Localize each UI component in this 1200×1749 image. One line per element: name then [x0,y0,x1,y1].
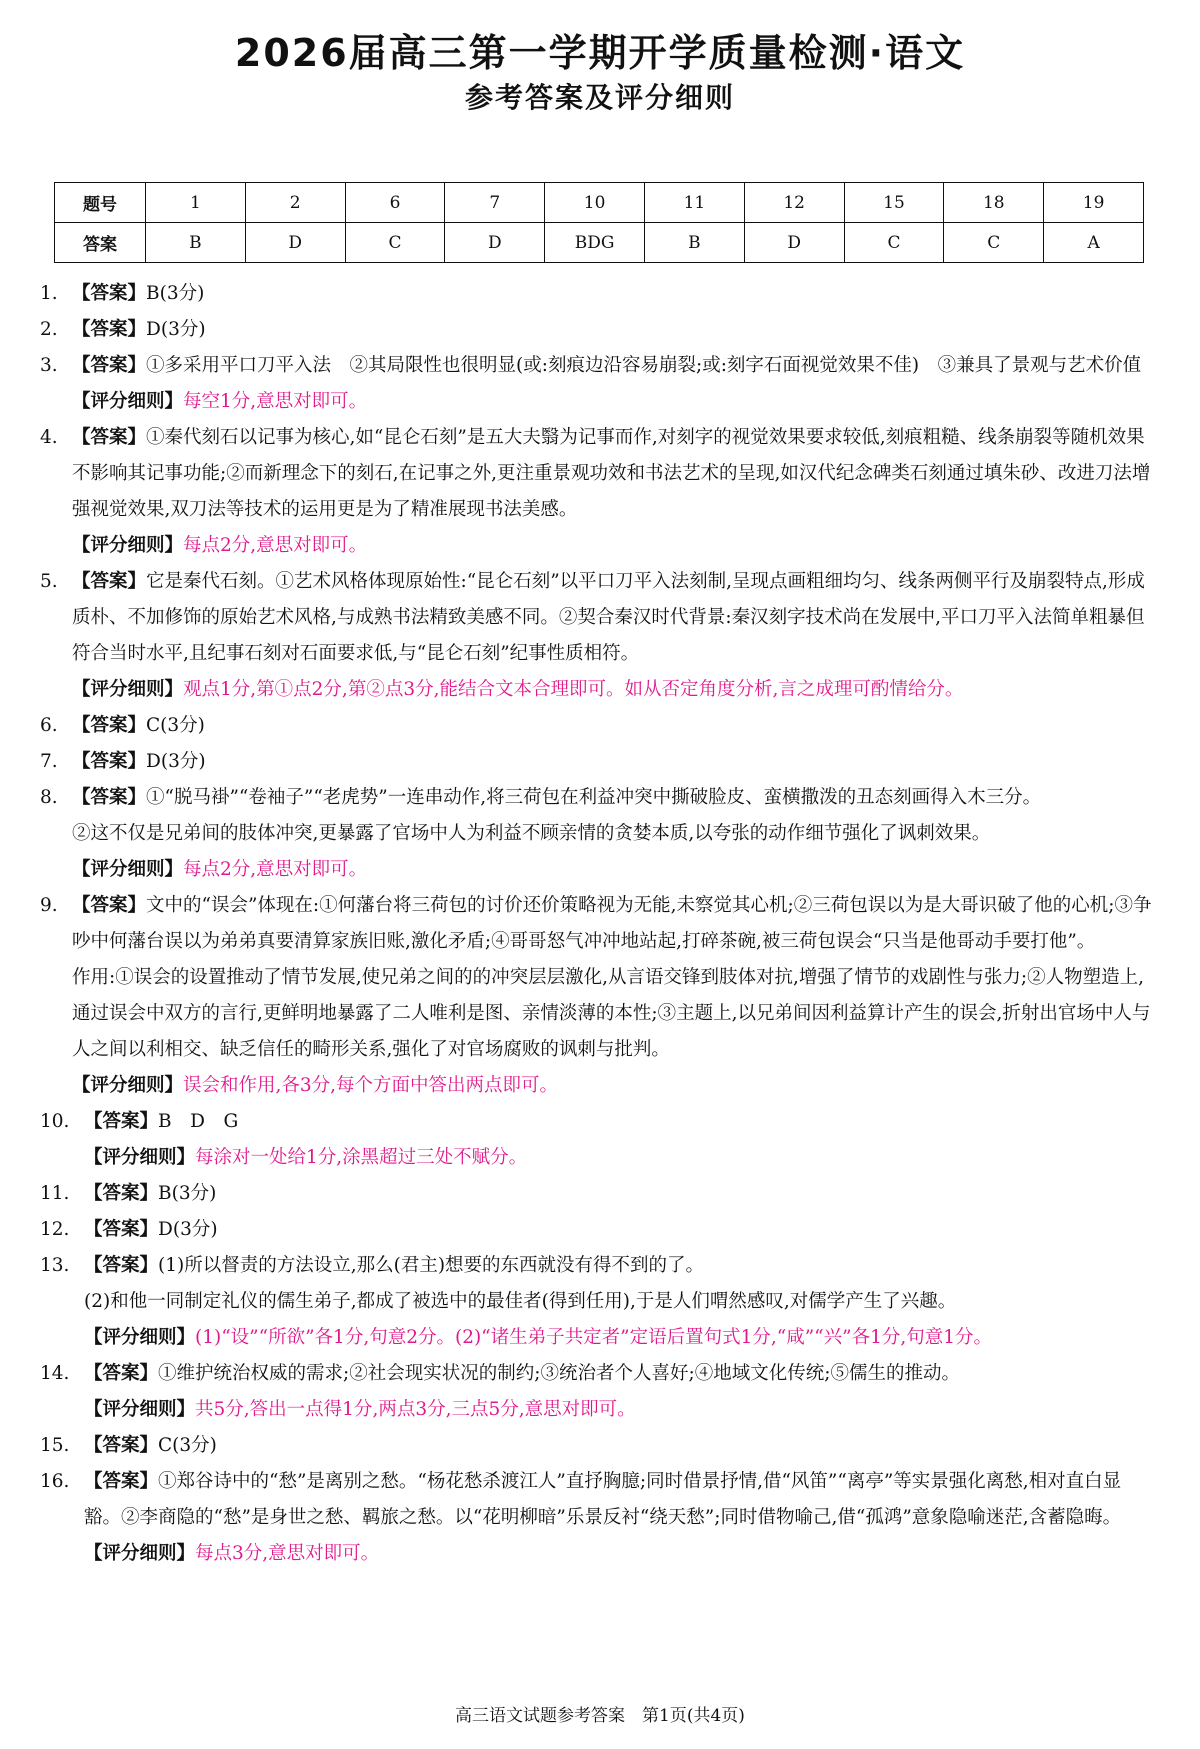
answer-item-3 [40,348,1156,384]
item-number: 6. [40,715,58,736]
question-number: 11 [644,183,744,223]
effect-paragraph-9: 作用:①误会的设置推动了情节发展,使兄弟之间的的冲突层层激化,从言语交锋到肢体对抗,增强了情节的戏剧性与张力;②人物塑造上,通过误会中双方的言行,更鲜明地暴露了二人唯利是图、亲情淡薄的本性;③主题上,以兄弟间因利益算计产生的误会,折射出官场中人与人之间以利相交、缺乏信任的畸形关系,强化了对官场腐败的讽刺与批判。 [72,967,1151,1060]
answer-cell: BDG [545,223,645,263]
answer-continuation-8: ②这不仅是兄弟间的肢体冲突,更暴露了官场中人为利益不顾亲情的贪婪本质,以夸张的动作细节强化了讽刺效果。 [72,823,991,844]
answer-label: 【答案】 [72,715,147,736]
grading-text: (1)“设”“所欲”各1分,句意2分。(2)“诸生弟子共定者”定语后置句式1分,“咸”“兴”各1分,句意1分。 [195,1327,992,1348]
answer-label: 【答案】 [84,1219,159,1240]
item-number: 11. [40,1183,70,1204]
item-number: 9. [40,895,58,916]
question-number: 18 [944,183,1044,223]
question-number: 12 [744,183,844,223]
answer-item-14 [40,1356,1156,1392]
grading-rule-14 [40,1392,1156,1428]
question-number: 6 [345,183,445,223]
answer-label: 【答案】 [84,1363,159,1384]
answer-text: C(3分) [146,715,205,736]
grading-label: 【评分细则】 [72,535,184,556]
answer-text: ①“脱马褂”“卷袖子”“老虎势”一连串动作,将三荷包在利益冲突中撕破脸皮、蛮横撒泼的丑态刻画得入木三分。 [146,787,1042,808]
answer-text: 文中的“误会”体现在:①何藩台将三荷包的讨价还价策略视为无能,未察觉其心机;②三荷包误以为是大哥识破了他的心机;③争吵中何藩台误以为弟弟真要清算家族旧账,激化矛盾;④哥哥怒气冲冲地站起,打碎茶碗,被三荷包误会“只当是他哥动手要打他”。 [72,895,1152,952]
grading-text: 观点1分,第①点2分,第②点3分,能结合文本合理即可。如从否定角度分析,言之成理可酌情给分。 [183,679,964,700]
answer-label: 【答案】 [72,571,147,592]
answer-text: ①多采用平口刀平入法 ②其局限性也很明显(或:刻痕边沿容易崩裂;或:刻字石面视觉效果不佳) ③兼具了景观与艺术价值 [146,355,1142,376]
answer-text: B D G [158,1111,239,1132]
grading-rule-16 [40,1536,1156,1572]
answer-item-16 [40,1464,1156,1536]
grading-label: 【评分细则】 [84,1543,196,1564]
grading-rule-8 [40,852,1156,888]
answer-label: 【答案】 [72,283,147,304]
grading-label: 【评分细则】 [72,1075,184,1096]
answer-cell: A [1044,223,1144,263]
answer-item-10 [40,1104,1156,1140]
grading-label: 【评分细则】 [84,1399,196,1420]
grading-text: 每点2分,意思对即可。 [183,859,368,880]
answer-item-5 [40,564,1156,672]
answer-cell: D [245,223,345,263]
item-number: 7. [40,751,58,772]
answer-item-9 [40,888,1156,960]
grading-text: 每点2分,意思对即可。 [183,535,368,556]
answer-label: 【答案】 [72,355,147,376]
answer-item-7 [40,744,1156,780]
question-number: 10 [545,183,645,223]
answer-cell: D [445,223,545,263]
grading-label: 【评分细则】 [84,1147,196,1168]
item-number: 3. [40,355,58,376]
question-number: 7 [445,183,545,223]
grading-text: 每点3分,意思对即可。 [195,1543,380,1564]
grading-rule-9 [40,1068,1156,1104]
answer-cell: C [844,223,944,263]
answer-cell: B [644,223,744,263]
answer-item-13 [40,1248,1156,1284]
grading-rule-4 [40,528,1156,564]
grading-label: 【评分细则】 [84,1327,196,1348]
answer-label: 【答案】 [72,787,147,808]
item-number: 10. [40,1111,70,1132]
answer-text: ①秦代刻石以记事为核心,如“昆仑石刻”是五大夫翳为记事而作,对刻字的视觉效果要求较低,刻痕粗糙、线条崩裂等随机效果不影响其记事功能;②而新理念下的刻石,在记事之外,更注重景观功效和书法艺术的呈现,如汉代纪念碑类石刻通过填朱砂、改进刀法增强视觉效果,双刀法等技术的运用更是为了精准展现书法美感。 [72,427,1151,520]
item-number: 1. [40,283,58,304]
answer-item-2 [40,312,1156,348]
answer-item-4 [40,420,1156,528]
grading-label: 【评分细则】 [72,391,184,412]
answer-text: B(3分) [146,283,205,304]
answer-text: ①维护统治权威的需求;②社会现实状况的制约;③统治者个人喜好;④地域文化传统;⑤儒生的推动。 [158,1363,960,1384]
grading-rule-10 [40,1140,1156,1176]
answer-label: 【答案】 [72,319,147,340]
answer-label: 【答案】 [84,1111,159,1132]
answer-text: C(3分) [158,1435,217,1456]
answer-continuation-13: (2)和他一同制定礼仪的儒生弟子,都成了被选中的最佳者(得到任用),于是人们喟然感叹,对儒学产生了兴趣。 [84,1291,957,1312]
question-number: 1 [146,183,246,223]
grading-label: 【评分细则】 [72,859,184,880]
grading-text: 共5分,答出一点得1分,两点3分,三点5分,意思对即可。 [195,1399,636,1420]
answer-text: B(3分) [158,1183,217,1204]
page-subtitle: 参考答案及评分细则 [464,81,735,114]
page-footer: 高三语文试题参考答案 第1页(共4页) [455,1706,745,1726]
answer-label: 【答案】 [84,1183,159,1204]
answer-label: 【答案】 [84,1255,159,1276]
answer-text: D(3分) [146,751,206,772]
item-number: 2. [40,319,58,340]
answer-item-12 [40,1212,1156,1248]
row-label: 答案 [55,223,146,263]
question-number-row [55,183,1144,223]
question-number: 2 [245,183,345,223]
answer-label: 【答案】 [72,751,147,772]
answer-text: D(3分) [158,1219,218,1240]
grading-rule-13 [40,1320,1156,1356]
item-number: 12. [40,1219,70,1240]
row-label: 题号 [55,183,146,223]
answer-label: 【答案】 [72,427,147,448]
item-number: 14. [40,1363,70,1384]
item-number: 5. [40,571,58,592]
answer-cell: D [744,223,844,263]
grading-text: 误会和作用,各3分,每个方面中答出两点即可。 [183,1075,559,1096]
grading-text: 每空1分,意思对即可。 [183,391,368,412]
answer-cell: B [146,223,246,263]
item-number: 8. [40,787,58,808]
answer-text: ①郑谷诗中的“愁”是离别之愁。“杨花愁杀渡江人”直抒胸臆;同时借景抒情,借“风笛”“离亭”等实景强化离愁,相对直白显豁。②李商隐的“愁”是身世之愁、羁旅之愁。以“花明柳暗”乐景反衬“绕天愁”;同时借物喻己,借“孤鸿”意象隐喻迷茫,含蓄隐晦。 [84,1471,1122,1528]
answer-text: D(3分) [146,319,206,340]
answer-text: (1)所以督责的方法设立,那么(君主)想要的东西就没有得不到的了。 [158,1255,705,1276]
grading-text: 每涂对一处给1分,涂黑超过三处不赋分。 [195,1147,528,1168]
answer-item-15 [40,1428,1156,1464]
answer-cell: C [944,223,1044,263]
item-number: 15. [40,1435,70,1456]
answer-label: 【答案】 [72,895,147,916]
item-number: 13. [40,1255,70,1276]
item-number: 4. [40,427,58,448]
answer-item-11 [40,1176,1156,1212]
grading-label: 【评分细则】 [72,679,184,700]
answer-table [54,182,1144,263]
page-title: 2026届高三第一学期开学质量检测·语文 [234,31,966,75]
answer-label: 【答案】 [84,1435,159,1456]
answer-row [55,223,1144,263]
grading-rule-5 [40,672,1156,708]
answer-text: 它是秦代石刻。①艺术风格体现原始性:“昆仑石刻”以平口刀平入法刻制,呈现点画粗细均匀、线条两侧平行及崩裂特点,形成质朴、不加修饰的原始艺术风格,与成熟书法精致美感不同。②契合秦汉时代背景:秦汉刻字技术尚在发展中,平口刀平入法简单粗暴但符合当时水平,且纪事石刻对石面要求低,与“昆仑石刻”纪事性质相符。 [72,571,1145,664]
question-number: 15 [844,183,944,223]
answer-item-6 [40,708,1156,744]
answer-cell: C [345,223,445,263]
answer-label: 【答案】 [84,1471,159,1492]
question-number: 19 [1044,183,1144,223]
answer-item-8 [40,780,1156,816]
item-number: 16. [40,1471,70,1492]
answer-list [40,276,1156,1572]
answer-item-1 [40,276,1156,312]
grading-rule-3 [40,384,1156,420]
